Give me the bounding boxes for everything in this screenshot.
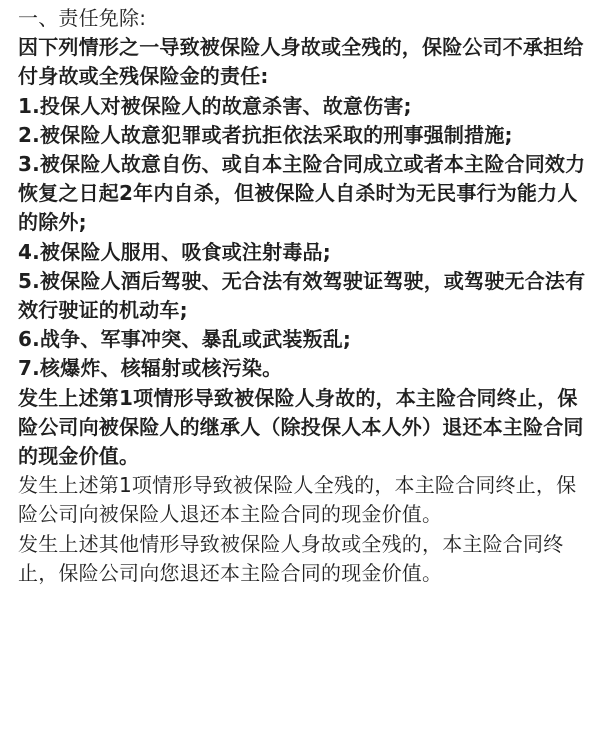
intro-paragraph: 因下列情形之一导致被保险人身故或全残的，保险公司不承担给付身故或全残保险金的责任: [18, 35, 584, 89]
exclusion-item-1: 1.投保人对被保险人的故意杀害、故意伤害; [18, 93, 412, 118]
exclusion-item-6: 6.战争、军事冲突、暴乱或武装叛乱; [18, 327, 352, 352]
note-paragraph-death: 发生上述第1项情形导致被保险人身故的，本主险合同终止，保险公司向被保险人的继承人（除投保人本人外）退还本主险合同的现金价值。 [18, 385, 584, 469]
exclusion-document [18, 4, 588, 588]
exclusion-item-7: 7.核爆炸、核辐射或核污染。 [18, 356, 283, 381]
note-paragraph-disability: 发生上述第1项情形导致被保险人全残的，本主险合同终止，保险公司向被保险人退还本主险合同的现金价值。 [18, 473, 577, 527]
section-heading: 一、责任免除: [18, 6, 147, 30]
note-paragraph-other: 发生上述其他情形导致被保险人身故或全残的，本主险合同终止，保险公司向您退还本主险合同的现金价值。 [18, 531, 564, 585]
exclusion-item-3: 3.被保险人故意自伤、或自本主险合同成立或者本主险合同效力恢复之日起2年内自杀，但被保险人自杀时为无民事行为能力人的除外; [18, 152, 586, 235]
exclusion-item-5: 5.被保险人酒后驾驶、无合法有效驾驶证驾驶，或驾驶无合法有效行驶证的机动车; [18, 268, 586, 323]
exclusion-item-4: 4.被保险人服用、吸食或注射毒品; [18, 239, 331, 264]
exclusion-item-2: 2.被保险人故意犯罪或者抗拒依法采取的刑事强制措施; [18, 122, 513, 147]
